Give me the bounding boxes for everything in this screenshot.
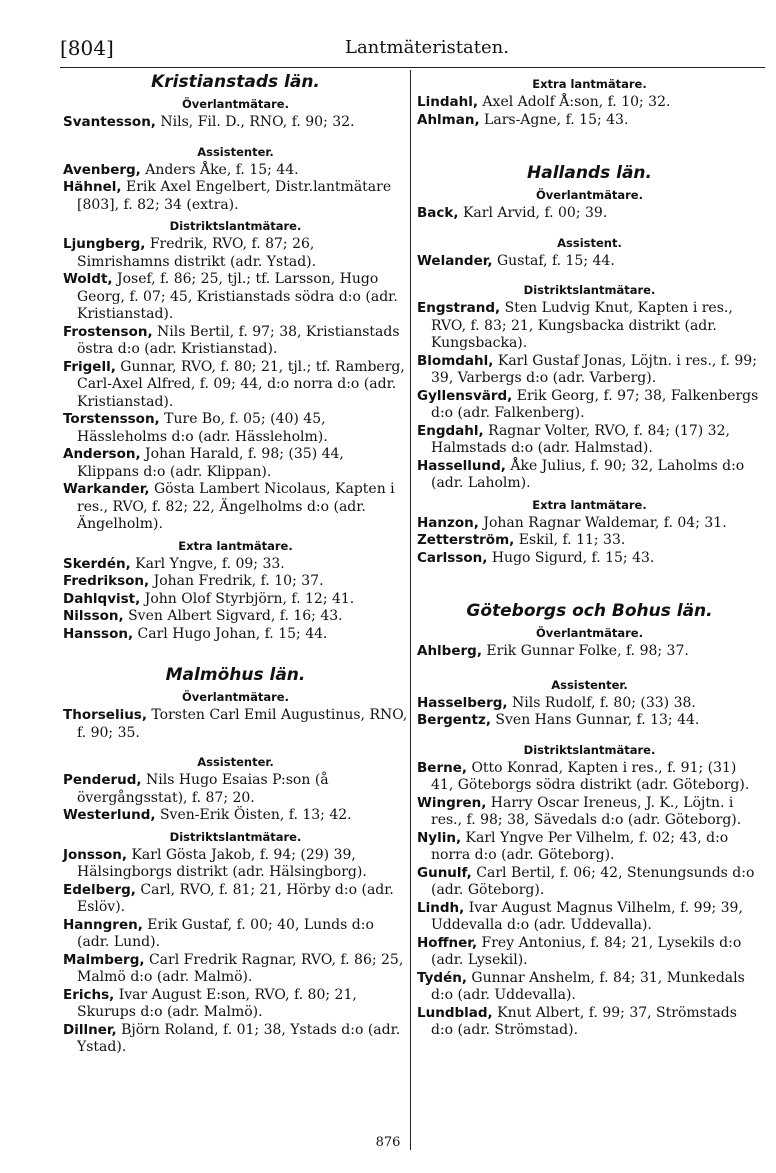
entry-surname: Ljungberg, [63, 236, 146, 252]
section-heading: Assistenter. [197, 144, 274, 159]
register-entry [63, 556, 408, 574]
register-entry [63, 987, 408, 1022]
entry-surname: Frostenson, [63, 323, 153, 340]
register-entry [63, 952, 408, 987]
entry-details: Nils Hugo Esaias P:son (å övergångsstat), f. 87; 20. [77, 772, 329, 806]
register-entry [417, 112, 762, 130]
register-entry [417, 1005, 762, 1040]
entry-surname: Tydén, [417, 969, 467, 986]
entry-details: Erik Georg, f. 97; 38, Falkenbergs d:o (adr. Falkenberg). [431, 387, 759, 421]
entry-surname: Gunulf, [417, 864, 472, 881]
entry-surname: Back, [417, 205, 459, 221]
right-column [417, 72, 762, 1040]
header-rule [60, 67, 765, 68]
entry-surname: Warkander, [63, 481, 150, 497]
entry-surname: Nilsson, [63, 608, 124, 624]
entry-surname: Westerlund, [63, 807, 156, 823]
entry-surname: Berne, [417, 759, 467, 776]
section-heading: Extra lantmätare. [178, 538, 293, 553]
entry-details: Karl Arvid, f. 00; 39. [458, 205, 608, 221]
entry-surname: Hasselberg, [417, 694, 508, 711]
section-heading: Assistenter. [551, 677, 628, 692]
entry-surname: Anderson, [63, 446, 141, 462]
entry-surname: Engstrand, [417, 300, 501, 316]
register-entry [417, 795, 762, 830]
entry-details: Sven Albert Sigvard, f. 16; 43. [123, 608, 343, 624]
entry-surname: Zetterström, [417, 532, 515, 548]
entry-details: Nils, Fil. D., RNO, f. 90; 32. [155, 114, 355, 130]
entry-surname: Torstensson, [63, 411, 160, 427]
register-entry [417, 695, 762, 713]
entry-surname: Ahlberg, [417, 643, 482, 659]
entry-surname: Blomdahl, [417, 352, 494, 369]
register-entry [63, 573, 408, 591]
register-entry [63, 114, 408, 132]
register-entry [417, 865, 762, 900]
spacer [417, 661, 762, 673]
entry-surname: Avenberg, [63, 161, 141, 178]
register-entry [63, 359, 408, 412]
entry-details: Fredrik, RVO, f. 87; 26, Simrishamns distrikt (adr. Ystad). [77, 236, 317, 270]
entry-details: Josef, f. 86; 25, tjl.; tf. Larsson, Hugo Georg, f. 07; 45, Kristianstads södra d:o (adr. Kristianstad). [77, 271, 398, 322]
section-heading: Distriktslantmätare. [523, 742, 656, 757]
register-entry [63, 626, 408, 644]
spacer [417, 567, 762, 601]
entry-details: Sven Hans Gunnar, f. 13; 44. [490, 712, 700, 728]
region-heading: Malmöhus län. [165, 665, 306, 685]
section-heading: Överlantmätare. [536, 626, 643, 640]
register-entry [417, 900, 762, 935]
spacer [417, 129, 762, 163]
entry-details: Torsten Carl Emil Augustinus, RNO, f. 90; 35. [77, 707, 408, 741]
entry-details: Carl Fredrik Ragnar, RVO, f. 86; 25, Malmö d:o (adr. Malmö). [77, 951, 404, 985]
entry-details: Ragnar Volter, RVO, f. 84; (17) 32, Halmstads d:o (adr. Halmstad). [431, 422, 730, 456]
spacer [63, 132, 408, 140]
register-entry [417, 423, 762, 458]
spacer [417, 223, 762, 231]
page-header [60, 36, 760, 60]
entry-surname: Ahlman, [417, 111, 480, 128]
section-heading: Assistent. [557, 235, 622, 250]
register-entry [417, 550, 762, 568]
entry-details: Erik Gunnar Folke, f. 98; 37. [481, 643, 689, 659]
entry-surname: Malmberg, [63, 951, 145, 968]
running-title: Lantmäteristaten. [345, 37, 509, 58]
entry-details: Johan Fredrik, f. 10; 37. [149, 573, 324, 589]
entry-surname: Wingren, [417, 794, 487, 811]
entry-details: Lars-Agne, f. 15; 43. [479, 111, 629, 128]
entry-details: Gunnar, RVO, f. 80; 21, tjl.; tf. Ramberg, Carl-Axel Alfred, f. 09; 44, d:o norra d:o (adr. Kristianstad). [77, 358, 405, 410]
register-entry [63, 917, 408, 952]
section-heading: Assistenter. [197, 755, 274, 769]
register-entry [417, 515, 762, 533]
register-entry [417, 935, 762, 970]
entry-surname: Dillner, [63, 1021, 117, 1038]
entry-details: Otto Konrad, Kapten i res., f. 91; (31) 41, Göteborgs södra distrikt (adr. Göteborg). [431, 759, 750, 793]
entry-details: Harry Oscar Ireneus, J. K., Löjtn. i res., f. 98; 38, Sävedals d:o (adr. Göteborg). [431, 794, 742, 828]
section-heading: Överlantmätare. [536, 188, 643, 202]
entry-surname: Lindahl, [417, 94, 478, 110]
entry-surname: Hoffner, [417, 934, 478, 951]
entry-details: Anders Åke, f. 15; 44. [140, 161, 299, 178]
entry-surname: Lindh, [417, 899, 465, 916]
register-entry [63, 179, 408, 214]
register-entry [417, 712, 762, 730]
entry-surname: Dahlqvist, [63, 590, 141, 607]
register-entry [417, 970, 762, 1005]
region-heading: Kristianstads län. [151, 72, 320, 92]
entry-details: Nils Bertil, f. 97; 38, Kristianstads östra d:o (adr. Kristianstad). [77, 323, 400, 357]
register-entry [417, 643, 762, 661]
region-heading: Hallands län. [527, 163, 652, 183]
entry-surname: Hassellund, [417, 457, 506, 474]
entry-details: Björn Roland, f. 01; 38, Ystads d:o (adr. Ystad). [77, 1021, 401, 1055]
register-entry [417, 532, 762, 550]
register-entry [63, 772, 408, 807]
section-heading: Distriktslantmätare. [169, 219, 302, 233]
entry-details: Frey Antonius, f. 84; 21, Lysekils d:o (adr. Lysekil). [431, 934, 742, 968]
register-entry [63, 1022, 408, 1057]
entry-surname: Hanzon, [417, 514, 479, 531]
entry-details: Knut Albert, f. 99; 37, Strömstads d:o (adr. Strömstad). [431, 1004, 737, 1038]
entry-details: Ivar August E:son, RVO, f. 80; 21, Skurups d:o (adr. Malmö). [77, 986, 357, 1020]
register-entry [63, 807, 408, 825]
register-entry [63, 591, 408, 609]
page-number: [804] [60, 36, 114, 60]
register-entry [63, 271, 408, 324]
register-entry [417, 830, 762, 865]
entry-details: Axel Adolf Å:son, f. 10; 32. [477, 94, 671, 110]
entry-details: Nils Rudolf, f. 80; (33) 38. [507, 694, 696, 711]
entry-details: Åke Julius, f. 90; 32, Laholms d:o (adr. Laholm). [431, 457, 745, 491]
entry-surname: Bergentz, [417, 712, 491, 728]
entry-details: Johan Ragnar Waldemar, f. 04; 31. [478, 514, 727, 531]
column-divider [410, 70, 411, 1150]
entry-surname: Erichs, [63, 986, 115, 1003]
entry-details: Sven-Erik Öisten, f. 13; 42. [155, 807, 352, 823]
entry-details: John Olof Styrbjörn, f. 12; 41. [140, 590, 355, 607]
section-heading: Extra lantmätare. [532, 497, 647, 512]
register-entry [63, 847, 408, 882]
entry-details: Sten Ludvig Knut, Kapten i res., RVO, f. 83; 21, Kungsbacka distrikt (adr. Kungsbacka). [431, 300, 733, 351]
entry-details: Gunnar Anshelm, f. 84; 31, Munkedals d:o (adr. Uddevalla). [431, 969, 745, 1003]
register-entry [63, 411, 408, 446]
register-entry [63, 162, 408, 180]
entry-details: Karl Yngve, f. 09; 33. [130, 555, 285, 572]
entry-surname: Svantesson, [63, 114, 156, 130]
spacer [417, 270, 762, 278]
entry-surname: Lundblad, [417, 1004, 493, 1021]
entry-surname: Hansson, [63, 625, 134, 642]
register-entry [417, 253, 762, 271]
register-entry [63, 481, 408, 534]
entry-surname: Skerdén, [63, 555, 131, 572]
entry-details: Johan Harald, f. 98; (35) 44, Klippans d:o (adr. Klippan). [77, 446, 344, 480]
entry-surname: Penderud, [63, 772, 142, 788]
entry-details: Gustaf, f. 15; 44. [492, 252, 615, 269]
register-entry [417, 205, 762, 223]
spacer [63, 643, 408, 665]
section-heading: Extra lantmätare. [532, 77, 647, 91]
entry-details: Karl Yngve Per Vilhelm, f. 02; 43, d:o norra d:o (adr. Göteborg). [431, 829, 729, 863]
entry-surname: Fredrikson, [63, 573, 150, 589]
entry-details: Ture Bo, f. 05; (40) 45, Hässleholms d:o (adr. Hässleholm). [77, 411, 328, 445]
register-entry [417, 458, 762, 493]
entry-surname: Gyllensvärd, [417, 387, 513, 404]
entry-surname: Hähnel, [63, 179, 122, 195]
register-entry [63, 608, 408, 626]
section-heading: Distriktslantmätare. [169, 829, 302, 844]
entry-details: Erik Axel Engelbert, Distr.lantmätare [803], f. 82; 34 (extra). [77, 179, 392, 213]
region-heading: Göteborgs och Bohus län. [466, 601, 713, 621]
register-entry [63, 707, 408, 742]
entry-details: Hugo Sigurd, f. 15; 43. [487, 549, 655, 566]
entry-surname: Edelberg, [63, 881, 136, 898]
spacer [63, 742, 408, 750]
register-entry [417, 353, 762, 388]
entry-surname: Nylin, [417, 829, 462, 846]
register-entry [417, 94, 762, 112]
register-entry [417, 388, 762, 423]
entry-surname: Thorselius, [63, 707, 147, 723]
entry-surname: Frigell, [63, 358, 116, 375]
entry-surname: Jonsson, [63, 846, 127, 863]
section-heading: Överlantmätare. [182, 97, 289, 111]
entry-details: Carl Bertil, f. 06; 42, Stenungsunds d:o (adr. Göteborg). [431, 864, 755, 898]
entry-surname: Hanngren, [63, 916, 143, 933]
spacer [417, 730, 762, 738]
entry-details: Karl Gösta Jakob, f. 94; (29) 39, Hälsingborgs distrikt (adr. Hälsingborg). [77, 846, 367, 880]
section-heading: Överlantmätare. [182, 690, 289, 704]
left-column [63, 72, 408, 1057]
register-entry [63, 324, 408, 359]
entry-surname: Carlsson, [417, 549, 488, 566]
section-heading: Distriktslantmätare. [523, 283, 656, 297]
entry-details: Eskil, f. 11; 33. [514, 532, 626, 548]
entry-details: Erik Gustaf, f. 00; 40, Lunds d:o (adr. Lund). [77, 916, 374, 950]
register-entry [417, 760, 762, 795]
entry-details: Gösta Lambert Nicolaus, Kapten i res., RVO, f. 82; 22, Ängelholms d:o (adr. Ängelholm). [77, 481, 395, 532]
register-entry [63, 236, 408, 271]
entry-details: Karl Gustaf Jonas, Löjtn. i res., f. 99; 39, Varbergs d:o (adr. Varberg). [431, 352, 757, 386]
sheet-number: 876 [375, 1135, 401, 1150]
entry-details: Carl Hugo Johan, f. 15; 44. [133, 625, 328, 642]
entry-details: Ivar August Magnus Vilhelm, f. 99; 39, Uddevalla d:o (adr. Uddevalla). [431, 899, 743, 933]
register-entry [63, 446, 408, 481]
entry-details: Carl, RVO, f. 81; 21, Hörby d:o (adr. Eslöv). [77, 881, 394, 915]
entry-surname: Engdahl, [417, 422, 484, 439]
register-entry [417, 300, 762, 353]
register-entry [63, 882, 408, 917]
entry-surname: Woldt, [63, 271, 113, 287]
entry-surname: Welander, [417, 252, 493, 269]
